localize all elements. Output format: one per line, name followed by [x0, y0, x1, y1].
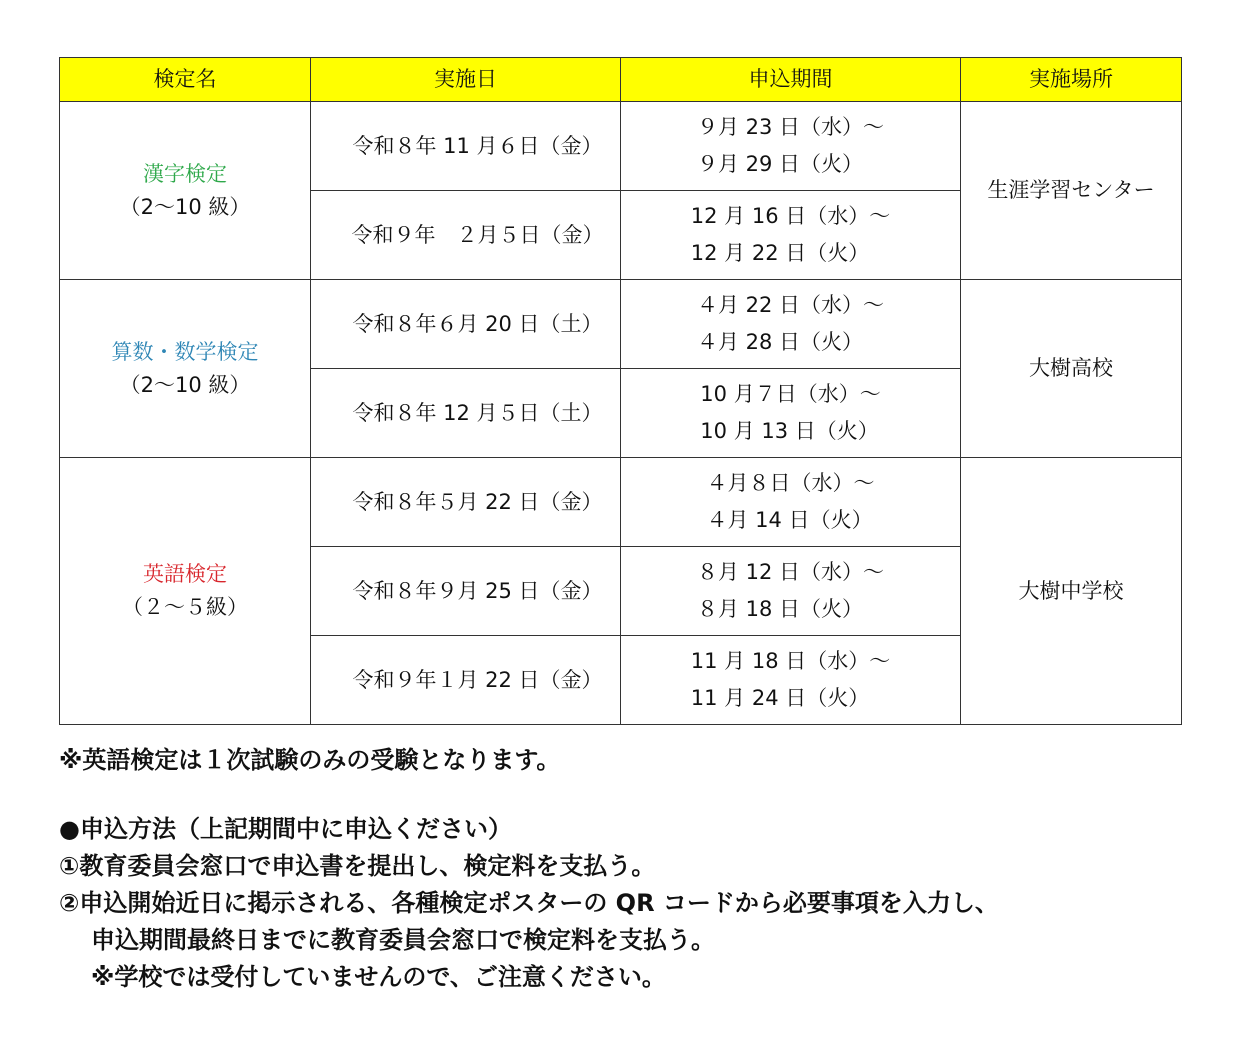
- exam-level-kanji: （2～10 級）: [119, 194, 251, 219]
- exam-date: 令和８年 12 月５日（土）: [311, 369, 621, 458]
- period-end: 10 月 13 日（火）: [700, 419, 879, 443]
- application-period: [621, 636, 961, 725]
- header-application-period: 申込期間: [621, 58, 961, 102]
- venue-kanji: 生涯学習センター: [961, 102, 1182, 280]
- exam-cell-eiken: [60, 458, 311, 725]
- eiken-note: ※英語検定は１次試験のみの受験となります。: [59, 746, 561, 774]
- exam-cell-math: [60, 280, 311, 458]
- period-end: ８月 18 日（火）: [696, 597, 864, 621]
- spacer: [59, 779, 1179, 811]
- method-step-2: ②申込開始近日に掲示される、各種検定ポスターの QR コードから必要事項を入力し、: [59, 889, 999, 917]
- exam-date: 令和８年５月 22 日（金）: [311, 458, 621, 547]
- table-row: [60, 280, 1182, 369]
- exam-name-math: 算数・数学検定: [111, 339, 259, 364]
- table-row: [60, 102, 1182, 191]
- exam-level-eiken: （２～５級）: [122, 595, 248, 619]
- exam-date: 令和８年６月 20 日（土）: [311, 280, 621, 369]
- exam-date: 令和８年 11 月６日（金）: [311, 102, 621, 191]
- period-start: ４月 22 日（水）～: [696, 293, 885, 318]
- period-end: 11 月 24 日（火）: [690, 686, 870, 710]
- table-row: [60, 458, 1182, 547]
- notes-section: [59, 742, 1179, 996]
- period-start: 11 月 18 日（水）～: [690, 649, 891, 674]
- exam-cell-kanji: [60, 102, 311, 280]
- application-period: [621, 458, 961, 547]
- period-end: ４月 14 日（火）: [706, 508, 873, 532]
- application-period: [621, 102, 961, 191]
- period-start: ８月 12 日（水）～: [696, 560, 885, 585]
- method-title: ●申込方法（上記期間中に申込ください）: [59, 815, 512, 843]
- venue-math: 大樹高校: [961, 280, 1182, 458]
- school-note: ※学校では受付していませんので、ご注意ください。: [91, 963, 666, 991]
- period-start: 10 月７日（水）～: [700, 382, 881, 407]
- header-exam-date: 実施日: [311, 58, 621, 102]
- exam-name-eiken: 英語検定: [143, 562, 227, 587]
- exam-level-math: （2～10 級）: [119, 372, 251, 397]
- exam-date: 令和８年９月 25 日（金）: [311, 547, 621, 636]
- application-period: [621, 369, 961, 458]
- exam-schedule-table: [59, 57, 1182, 725]
- period-start: ９月 23 日（水）～: [696, 115, 885, 140]
- exam-date: 令和９年 ２月５日（金）: [311, 191, 621, 280]
- period-end: ９月 29 日（火）: [696, 152, 864, 176]
- exam-date: 令和９年１月 22 日（金）: [311, 636, 621, 725]
- method-step-2-continued: 申込期間最終日までに教育委員会窓口で検定料を支払う。: [91, 926, 715, 954]
- exam-name-kanji: 漢字検定: [143, 161, 227, 186]
- application-period: [621, 547, 961, 636]
- header-venue: 実施場所: [961, 58, 1182, 102]
- venue-eiken: 大樹中学校: [961, 458, 1182, 725]
- application-period: [621, 280, 961, 369]
- period-end: ４月 28 日（火）: [696, 330, 864, 354]
- table-header-row: [60, 58, 1182, 102]
- period-start: ４月８日（水）～: [706, 471, 875, 496]
- method-step-1: ①教育委員会窓口で申込書を提出し、検定料を支払う。: [59, 852, 656, 880]
- header-exam-name: 検定名: [60, 58, 311, 102]
- application-period: [621, 191, 961, 280]
- period-end: 12 月 22 日（火）: [690, 241, 870, 265]
- period-start: 12 月 16 日（水）～: [690, 204, 891, 229]
